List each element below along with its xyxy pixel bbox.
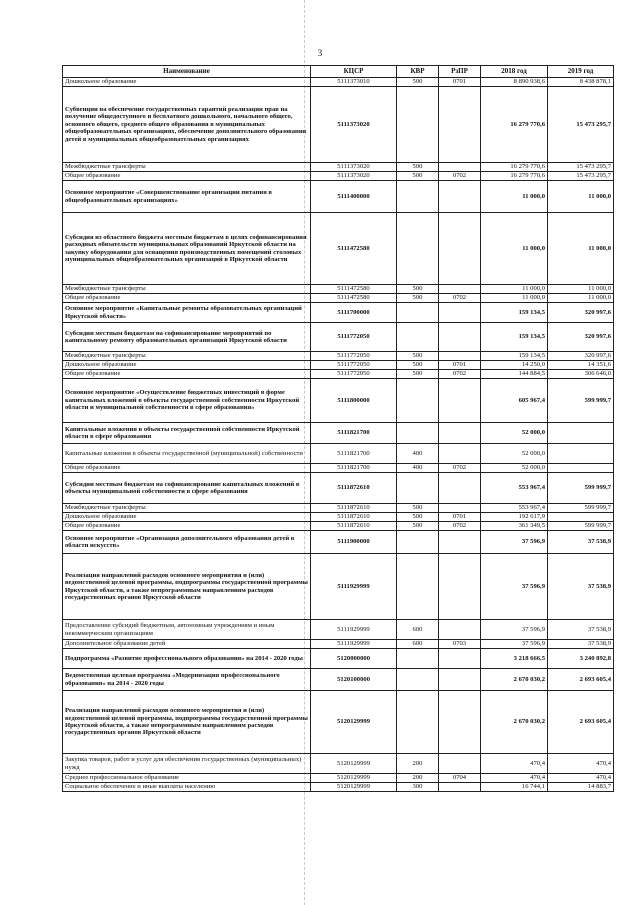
row-rzpr xyxy=(439,352,481,361)
row-kvr xyxy=(397,423,439,444)
row-rzpr xyxy=(439,473,481,504)
row-name: Общее образование xyxy=(63,294,311,303)
row-amount-2018: 605 967,4 xyxy=(481,379,548,423)
row-kcsr: 5111900000 xyxy=(311,531,397,554)
row-amount-2019: 37 538,9 xyxy=(548,531,614,554)
row-name: Дополнительное образование детей xyxy=(63,640,311,649)
row-amount-2018: 16 279 770,6 xyxy=(481,87,548,163)
row-kcsr: 5111373020 xyxy=(311,87,397,163)
row-rzpr xyxy=(439,323,481,352)
row-kvr xyxy=(397,531,439,554)
row-name: Межбюджетные трансферты xyxy=(63,285,311,294)
row-kcsr: 5120129999 xyxy=(311,691,397,754)
table-row xyxy=(63,213,614,285)
row-kcsr: 5111772050 xyxy=(311,361,397,370)
row-amount-2019: 11 000,0 xyxy=(548,213,614,285)
row-amount-2019: 37 538,9 xyxy=(548,554,614,620)
row-kvr xyxy=(397,323,439,352)
row-kcsr: 5111772050 xyxy=(311,323,397,352)
row-amount-2019: 320 997,6 xyxy=(548,323,614,352)
row-kcsr: 5120129999 xyxy=(311,783,397,792)
row-amount-2018: 2 670 030,2 xyxy=(481,669,548,691)
row-name: Дошкольное образование xyxy=(63,78,311,87)
row-kvr xyxy=(397,87,439,163)
row-kcsr: 5111472580 xyxy=(311,285,397,294)
row-amount-2018: 37 596,9 xyxy=(481,640,548,649)
table-row xyxy=(63,504,614,513)
row-rzpr xyxy=(439,783,481,792)
row-kvr: 200 xyxy=(397,754,439,774)
table-row xyxy=(63,352,614,361)
row-rzpr: 0703 xyxy=(439,640,481,649)
header-2018: 2018 год xyxy=(481,66,548,78)
header-name: Наименование xyxy=(63,66,311,78)
row-amount-2019: 11 000,0 xyxy=(548,181,614,213)
row-amount-2019: 15 473 295,7 xyxy=(548,87,614,163)
table-row xyxy=(63,522,614,531)
row-rzpr xyxy=(439,649,481,669)
row-kcsr: 5120129999 xyxy=(311,754,397,774)
header-kvr: КВР xyxy=(397,66,439,78)
table-row xyxy=(63,172,614,181)
row-amount-2018: 16 279 770,6 xyxy=(481,172,548,181)
table-header-row xyxy=(63,66,614,78)
row-kvr: 500 xyxy=(397,285,439,294)
row-amount-2018: 2 670 030,2 xyxy=(481,691,548,754)
row-amount-2018: 14 250,0 xyxy=(481,361,548,370)
row-kcsr: 5111872610 xyxy=(311,513,397,522)
row-kcsr: 5111821700 xyxy=(311,423,397,444)
table-row xyxy=(63,554,614,620)
row-amount-2018: 553 967,4 xyxy=(481,473,548,504)
row-rzpr xyxy=(439,379,481,423)
table-row xyxy=(63,423,614,444)
row-amount-2019: 306 646,0 xyxy=(548,370,614,379)
row-rzpr xyxy=(439,163,481,172)
row-rzpr xyxy=(439,303,481,323)
row-rzpr xyxy=(439,754,481,774)
row-kvr xyxy=(397,691,439,754)
table-row xyxy=(63,285,614,294)
row-amount-2018: 11 000,0 xyxy=(481,181,548,213)
header-kcsr: КЦСР xyxy=(311,66,397,78)
row-kvr: 500 xyxy=(397,352,439,361)
row-rzpr xyxy=(439,554,481,620)
row-kcsr: 5111700000 xyxy=(311,303,397,323)
row-rzpr: 0702 xyxy=(439,370,481,379)
row-rzpr xyxy=(439,691,481,754)
row-kvr xyxy=(397,379,439,423)
row-amount-2018: 470,4 xyxy=(481,754,548,774)
row-rzpr xyxy=(439,87,481,163)
table-row xyxy=(63,444,614,464)
row-rzpr xyxy=(439,620,481,640)
row-amount-2019: 320 997,6 xyxy=(548,352,614,361)
row-kvr xyxy=(397,303,439,323)
row-kvr xyxy=(397,649,439,669)
row-kcsr: 5120129999 xyxy=(311,774,397,783)
row-kcsr: 5111472580 xyxy=(311,294,397,303)
row-amount-2018: 52 000,0 xyxy=(481,423,548,444)
table-row xyxy=(63,473,614,504)
table-row xyxy=(63,303,614,323)
table-row xyxy=(63,294,614,303)
table-row xyxy=(63,774,614,783)
row-name: Межбюджетные трансферты xyxy=(63,504,311,513)
table-row xyxy=(63,513,614,522)
row-kvr: 300 xyxy=(397,783,439,792)
row-rzpr xyxy=(439,213,481,285)
row-kvr: 500 xyxy=(397,172,439,181)
row-rzpr xyxy=(439,181,481,213)
row-name: Субвенции на обеспечение государственных гарантий реализации прав на получение общедоступного и бесплатного дошкольного, начального общего, основного общего, среднего общего образования в муниципальных общеобразовательных организациях, обеспечение дополнительного образования детей в муниципальных общеобразовательных организациях xyxy=(63,87,311,163)
row-amount-2019: 15 473 295,7 xyxy=(548,172,614,181)
row-amount-2019: 14 351,6 xyxy=(548,361,614,370)
row-kvr: 200 xyxy=(397,774,439,783)
row-amount-2018: 11 000,0 xyxy=(481,285,548,294)
table-row xyxy=(63,649,614,669)
row-kcsr: 5111373020 xyxy=(311,163,397,172)
row-name: Ведомственная целевая программа «Модернизация профессионального образования» на 2014 - 2020 годы xyxy=(63,669,311,691)
row-amount-2019: 37 538,9 xyxy=(548,620,614,640)
row-name: Общее образование xyxy=(63,370,311,379)
table-row xyxy=(63,78,614,87)
row-name: Субсидии местным бюджетам на софинансирование капитальных вложений в объекты муниципальной собственности в сфере образования xyxy=(63,473,311,504)
row-name: Основное мероприятие «Капитальные ремонты образовательных организаций Иркутской области» xyxy=(63,303,311,323)
table-row xyxy=(63,379,614,423)
row-rzpr: 0701 xyxy=(439,78,481,87)
row-amount-2018: 37 596,9 xyxy=(481,620,548,640)
row-rzpr xyxy=(439,285,481,294)
row-kcsr: 5111373010 xyxy=(311,78,397,87)
row-kvr: 600 xyxy=(397,640,439,649)
row-amount-2019: 599 999,7 xyxy=(548,379,614,423)
row-kcsr: 5111772050 xyxy=(311,370,397,379)
row-amount-2018: 192 617,9 xyxy=(481,513,548,522)
row-name: Субсидии местным бюджетам на софинансирование мероприятий по капитальному ремонту образовательных организаций Иркутской области xyxy=(63,323,311,352)
row-amount-2019: 2 693 605,4 xyxy=(548,691,614,754)
header-rzpr: РзПР xyxy=(439,66,481,78)
table-row xyxy=(63,691,614,754)
row-amount-2018: 159 134,5 xyxy=(481,323,548,352)
table-row xyxy=(63,669,614,691)
table-row xyxy=(63,323,614,352)
row-kcsr: 5111929999 xyxy=(311,640,397,649)
row-amount-2019: 599 999,7 xyxy=(548,504,614,513)
row-kcsr: 5111872610 xyxy=(311,504,397,513)
table-row xyxy=(63,464,614,473)
row-kcsr: 5111400000 xyxy=(311,181,397,213)
row-amount-2018: 52 000,0 xyxy=(481,464,548,473)
row-kvr: 500 xyxy=(397,370,439,379)
row-amount-2018: 470,4 xyxy=(481,774,548,783)
table-row xyxy=(63,361,614,370)
table-row xyxy=(63,754,614,774)
row-rzpr: 0702 xyxy=(439,294,481,303)
row-kvr xyxy=(397,473,439,504)
table-row xyxy=(63,783,614,792)
row-amount-2018: 11 000,0 xyxy=(481,213,548,285)
row-kvr: 400 xyxy=(397,464,439,473)
row-kvr xyxy=(397,181,439,213)
row-amount-2018: 361 349,5 xyxy=(481,522,548,531)
row-amount-2018: 159 134,5 xyxy=(481,303,548,323)
row-name: Основное мероприятие «Организация дополнительного образования детей в области искусств» xyxy=(63,531,311,554)
row-amount-2019 xyxy=(548,513,614,522)
row-name: Межбюджетные трансферты xyxy=(63,352,311,361)
row-amount-2018: 16 279 770,6 xyxy=(481,163,548,172)
row-kcsr: 5111929999 xyxy=(311,620,397,640)
row-amount-2019: 37 538,9 xyxy=(548,640,614,649)
row-rzpr xyxy=(439,423,481,444)
row-amount-2019: 11 000,0 xyxy=(548,294,614,303)
row-rzpr: 0701 xyxy=(439,513,481,522)
row-kcsr: 5111800000 xyxy=(311,379,397,423)
row-name: Социальное обеспечение и иные выплаты населению xyxy=(63,783,311,792)
row-kcsr: 5111872610 xyxy=(311,522,397,531)
row-kcsr: 5120000000 xyxy=(311,649,397,669)
row-name: Среднее профессиональное образование xyxy=(63,774,311,783)
table-row xyxy=(63,163,614,172)
row-rzpr xyxy=(439,504,481,513)
row-amount-2018: 37 596,9 xyxy=(481,554,548,620)
table-row xyxy=(63,370,614,379)
row-amount-2019: 599 999,7 xyxy=(548,522,614,531)
row-kvr: 400 xyxy=(397,444,439,464)
row-rzpr xyxy=(439,444,481,464)
page-number: 3 xyxy=(317,48,323,58)
table-row xyxy=(63,87,614,163)
row-amount-2018: 8 890 938,6 xyxy=(481,78,548,87)
row-rzpr: 0702 xyxy=(439,172,481,181)
budget-table xyxy=(62,65,614,792)
row-name: Реализация направлений расходов основного мероприятия и (или) ведомственной целевой программы, подпрограммы государственной программы Иркутской области, а также непрограммным направлениям расходов государственных органов Иркутской области xyxy=(63,691,311,754)
row-name: Капитальные вложения в объекты государственной (муниципальной) собственности xyxy=(63,444,311,464)
row-name: Общее образование xyxy=(63,464,311,473)
row-amount-2018: 37 596,9 xyxy=(481,531,548,554)
row-amount-2018: 3 218 666,5 xyxy=(481,649,548,669)
row-kvr: 500 xyxy=(397,163,439,172)
row-amount-2019: 320 997,6 xyxy=(548,303,614,323)
row-kvr: 500 xyxy=(397,361,439,370)
row-kcsr: 5111821700 xyxy=(311,464,397,473)
row-kcsr: 5111772050 xyxy=(311,352,397,361)
row-kcsr: 5111929999 xyxy=(311,554,397,620)
row-name: Субсидия из областного бюджета местным бюджетам в целях софинансирования расходных обязательств муниципальных образований Иркутской области на закупку оборудования для оснащения производственных помещений столовых муниципальных общеобразовательных организаций в Иркутской области xyxy=(63,213,311,285)
row-kvr: 500 xyxy=(397,522,439,531)
table-body xyxy=(63,78,614,792)
row-rzpr: 0701 xyxy=(439,361,481,370)
table-row xyxy=(63,640,614,649)
row-name: Подпрограмма «Развитие профессионального образования» на 2014 - 2020 годы xyxy=(63,649,311,669)
row-name: Дошкольное образование xyxy=(63,513,311,522)
row-name: Общее образование xyxy=(63,172,311,181)
row-amount-2019: 599 999,7 xyxy=(548,473,614,504)
row-kcsr: 5111821700 xyxy=(311,444,397,464)
row-kvr: 500 xyxy=(397,294,439,303)
row-rzpr: 0704 xyxy=(439,774,481,783)
row-amount-2018: 144 884,5 xyxy=(481,370,548,379)
row-amount-2018: 553 967,4 xyxy=(481,504,548,513)
table-row xyxy=(63,531,614,554)
row-amount-2019: 14 883,7 xyxy=(548,783,614,792)
row-amount-2018: 52 000,0 xyxy=(481,444,548,464)
row-kvr: 500 xyxy=(397,504,439,513)
row-name: Закупка товаров, работ и услуг для обеспечения государственных (муниципальных) нужд xyxy=(63,754,311,774)
row-name: Основное мероприятие «Совершенствование организации питания в общеобразовательных организациях» xyxy=(63,181,311,213)
row-name: Дошкольное образование xyxy=(63,361,311,370)
row-amount-2019: 15 473 295,7 xyxy=(548,163,614,172)
row-kvr xyxy=(397,554,439,620)
row-kvr: 500 xyxy=(397,78,439,87)
row-amount-2019: 470,4 xyxy=(548,754,614,774)
row-rzpr xyxy=(439,669,481,691)
table-row xyxy=(63,620,614,640)
row-kcsr: 5120100000 xyxy=(311,669,397,691)
row-kvr: 600 xyxy=(397,620,439,640)
row-name: Межбюджетные трансферты xyxy=(63,163,311,172)
row-kcsr: 5111872610 xyxy=(311,473,397,504)
row-rzpr xyxy=(439,531,481,554)
header-2019: 2019 год xyxy=(548,66,614,78)
row-amount-2018: 159 134,5 xyxy=(481,352,548,361)
row-amount-2018: 16 744,1 xyxy=(481,783,548,792)
row-amount-2019 xyxy=(548,444,614,464)
row-kvr xyxy=(397,669,439,691)
row-name: Общее образование xyxy=(63,522,311,531)
row-amount-2018: 11 000,0 xyxy=(481,294,548,303)
row-rzpr: 0702 xyxy=(439,464,481,473)
row-amount-2019: 470,4 xyxy=(548,774,614,783)
row-name: Предоставление субсидий бюджетным, автономным учреждениям и иным некоммерческим организациям xyxy=(63,620,311,640)
row-rzpr: 0702 xyxy=(439,522,481,531)
row-amount-2019: 8 438 878,1 xyxy=(548,78,614,87)
row-kcsr: 5111373020 xyxy=(311,172,397,181)
row-name: Капитальные вложения в объекты государственной собственности Иркутской области в сфере образования xyxy=(63,423,311,444)
row-amount-2019: 3 240 892,8 xyxy=(548,649,614,669)
row-kcsr: 5111472580 xyxy=(311,213,397,285)
row-kvr xyxy=(397,213,439,285)
row-amount-2019: 2 693 605,4 xyxy=(548,669,614,691)
row-amount-2019 xyxy=(548,423,614,444)
row-name: Реализация направлений расходов основного мероприятия и (или) ведомственной целевой программы, подпрограммы государственной программы Иркутской области, а также непрограммным направлениям расходов государственных органов Иркутской области xyxy=(63,554,311,620)
row-name: Основное мероприятие «Осуществление бюджетных инвестиций в форме капитальных вложений в объекты государственной собственности Иркутской области и муниципальной собственности в сфере образования» xyxy=(63,379,311,423)
row-kvr: 500 xyxy=(397,513,439,522)
row-amount-2019 xyxy=(548,464,614,473)
table-row xyxy=(63,181,614,213)
row-amount-2019: 11 000,0 xyxy=(548,285,614,294)
